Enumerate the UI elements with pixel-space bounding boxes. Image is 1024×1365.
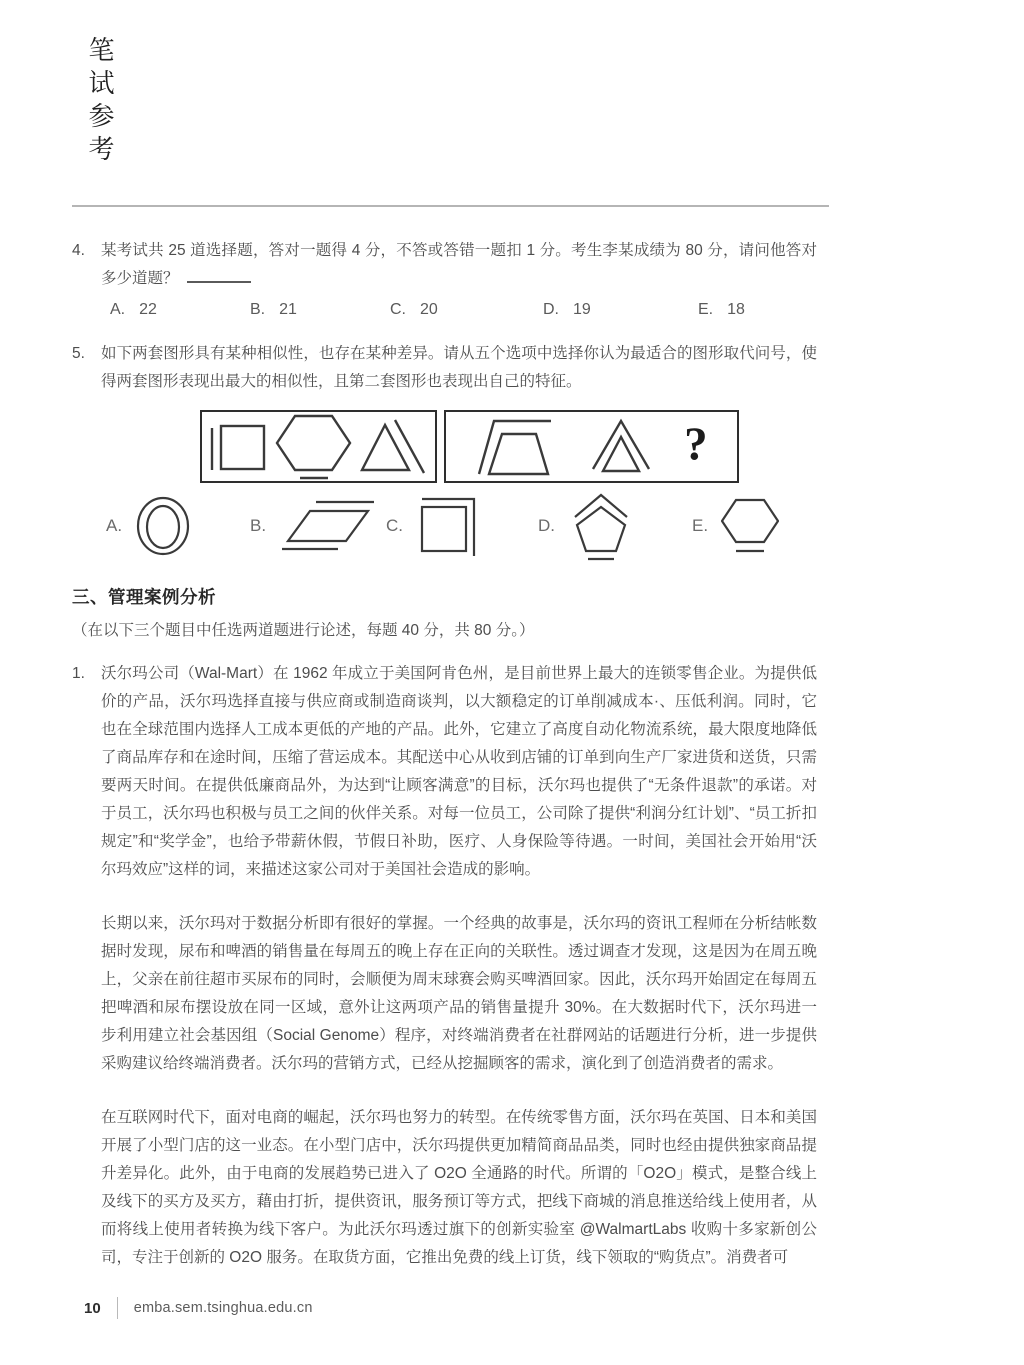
page-footer [84,1297,313,1319]
option-d-label: D. [543,301,559,318]
option-a-value: 22 [139,301,157,318]
page-number: 10 [84,1299,101,1317]
option-b-value: 21 [279,301,297,318]
header-divider [72,205,829,207]
figure-option-e-label: E. [692,516,709,535]
square-with-top-right-line-icon [416,495,480,557]
figure-option-b [250,498,386,554]
question-5-text: 如下两套图形具有某种相似性，也存在某种差异。请从五个选项中选择你认为最适合的图形取代问号，使得两套图形表现出最大的相似性，且第二套图形也表现出自己的特征。 [101,345,817,390]
option-d [543,301,698,319]
figure-option-d-label: D. [538,516,555,535]
option-a [110,301,250,319]
figure-option-c-label: C. [386,516,403,535]
pentagon-with-chevron-icon [568,490,634,562]
case-paragraph-3: 在互联网时代下，面对电商的崛起，沃尔玛也努力的转型。在传统零售方面，沃尔玛在英国、日本和美国开展了小型门店的这一业态。在小型门店中，沃尔玛提供更加精简商品品类，同时也经由提供独家商品提升差异化。此外，由于电商的发展趋势已进入了 O2O 全通路的时代。所谓的「O2O」模式，是整合线上及线下的买方及买方，藉由打折，提供资讯，服务预订等方式，把线下商城的消息推送给线上使用者，从而将线上使用者转换为线下客户。为此沃尔玛透过旗下的创新实验室 @WalmartLabs 收购十多家新创公司，专注于创新的 O2O 服务。在取货方面，它推出免费的线上订货，线下领取的“购货点”。消费者可 [101,1109,817,1266]
case-paragraph-1: 沃尔玛公司（Wal-Mart）在 1962 年成立于美国阿肯色州，是目前世界上最大的连锁零售企业。为提供低价的产品，沃尔玛选择直接与供应商或制造商谈判，以大额稳定的订单削减成本·、压低利润。同时，它也在全球范围内选择人工成本更低的产地的产品。此外，它建立了高度自动化物流系统，最大限度地降低了商品库存和在途时间，压缩了营运成本。其配送中心从收到店铺的订单到向生产厂家进货和送货，只需要两天时间。在提供低廉商品外，为达到“让顾客满意”的目标，沃尔玛也提供了“无条件退款”的承诺。对于员工，沃尔玛也积极与员工之间的伙伴关系。对每一位员工，公司除了提供“利润分红计划”、“员工折扣规定”和“奖学金”，也给予带薪休假，节假日补助，医疗、人身保险等待遇。一时间，美国社会开始用“沃尔玛效应”这样的词，来描述这家公司对于美国社会造成的影响。 [101,665,817,878]
figure-option-e [692,494,779,558]
figure-option-b-label: B. [250,516,267,535]
figure-option-d [538,490,692,562]
option-e-value: 18 [727,301,745,318]
question-4 [72,237,817,319]
question-5-number: 5. [72,345,85,362]
option-b-label: B. [250,301,266,318]
figure-set-2 [444,410,739,483]
case-paragraph-2: 长期以来，沃尔玛对于数据分析即有很好的掌握。一个经典的故事是，沃尔玛的资讯工程师在分析结帐数据时发现，尿布和啤酒的销售量在每周五的晚上存在正向的关联性。透过调查才发现，这是因为在周五晚上，父亲在前往超市买尿布的同时，会顺便为周末球赛会购买啤酒回家。因此，沃尔玛开始固定在每周五把啤酒和尿布摆设放在同一区域，意外让这两项产品的销售量提升 30%。在大数据时代下，沃尔玛进一步利用建立社会基因组（Social Genome）程序，对终端消费者在社群网站的话题进行分析，进一步提供采购建议给终端消费者。沃尔玛的营销方式，已经从挖掘顾客的需求，演化到了创造消费者的需求。 [101,915,817,1072]
triangle-with-right-line-icon [357,418,429,476]
hexagon-with-underline-icon [274,412,352,482]
figure-option-c [386,495,538,557]
question-mark-glyph: ? [684,418,708,470]
triangle-with-chevron-icon [587,418,655,476]
question-5 [72,340,817,396]
question-4-text: 某考试共 25 道选择题，答对一题得 4 分，不答或答错一题扣 1 分。考生李某成绩为 80 分，请问他答对多少道题？ [101,242,817,287]
page-title-vertical: 笔试参考 [85,36,115,168]
section-3-header [72,584,817,640]
option-a-label: A. [110,301,126,318]
case-question-1-number: 1. [72,665,85,682]
footer-divider [117,1297,118,1319]
footer-site-url: emba.sem.tsinghua.edu.cn [133,1300,313,1316]
trapezoid-with-top-left-line-icon [475,416,557,478]
option-c-value: 20 [420,301,438,318]
square-with-left-line-icon [208,419,268,475]
answer-blank-line [187,269,251,283]
option-c [390,301,543,319]
figure-option-a [106,495,250,557]
question-4-options [101,301,817,319]
double-circle-icon [135,495,191,557]
option-e [698,301,745,319]
option-b [250,301,390,319]
parallelogram-with-lines-icon [279,498,377,554]
section-3-subtitle: （在以下三个题目中任选两道题进行论述，每题 40 分，共 80 分。） [72,622,535,639]
question-5-options [106,490,779,562]
option-e-label: E. [698,301,714,318]
case-question-1 [72,660,817,1272]
option-c-label: C. [390,301,406,318]
question-4-number: 4. [72,242,85,259]
option-d-value: 19 [573,301,591,318]
question-5-figure [200,410,739,483]
section-3-title: 三、管理案例分析 [72,587,216,607]
figure-option-a-label: A. [106,516,123,535]
hexagon-with-underline-icon [721,494,779,558]
figure-set-1 [200,410,437,483]
